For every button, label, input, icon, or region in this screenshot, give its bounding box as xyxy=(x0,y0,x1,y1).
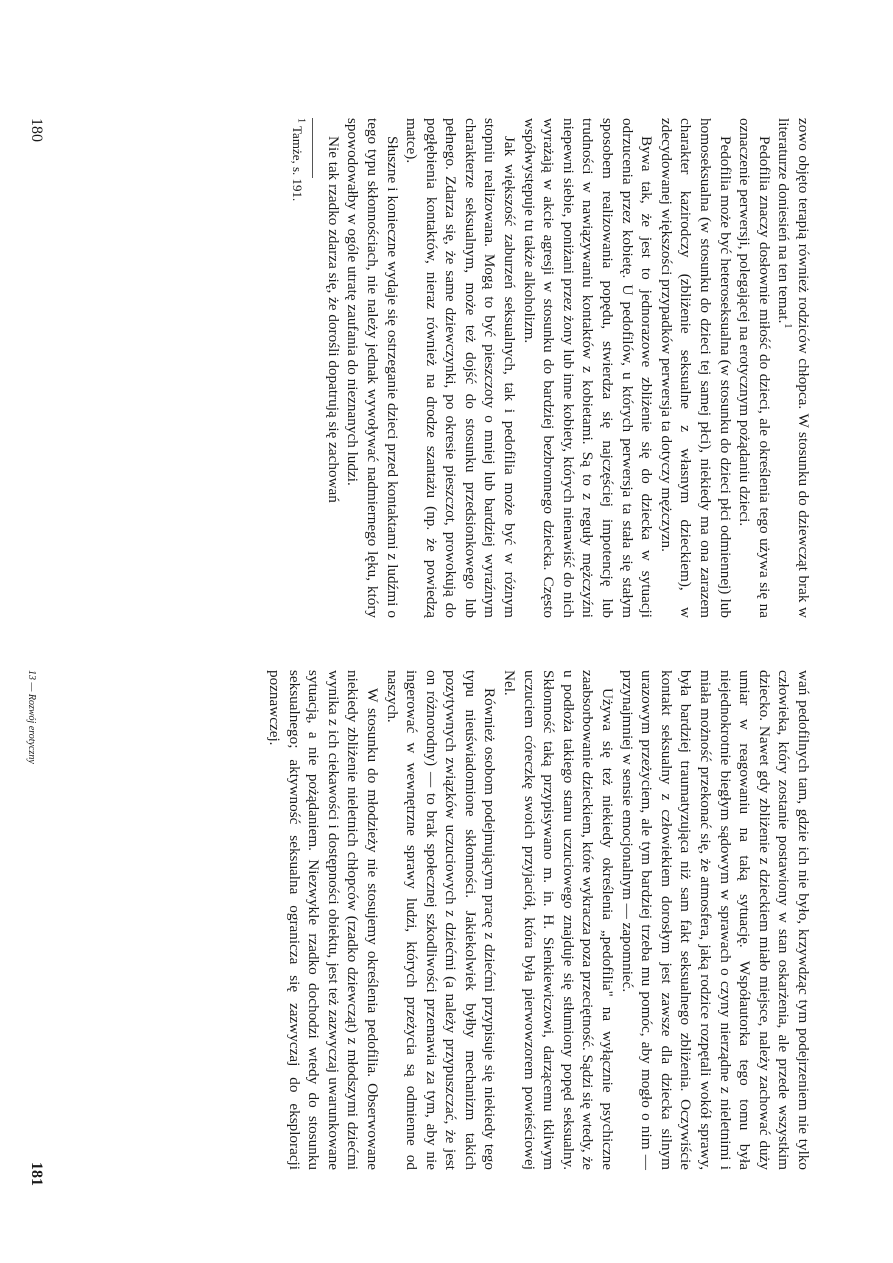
paragraph: wań pedofilnych tam, gdzie ich nie było, krzywdząc tym podejrzeniem nie tylko człowieka, który zostanie postawiony w stan oskarżenia, ale przede wszystkim dziecko. Nawet gdy zbliżenie z dzieckiem miało miejsce, należy zachować duży umiar w reagowaniu na taką sytuację. Współautorka tego tomu była niejednokrotnie biegłym sądowym w sprawach o czyny nierządne z nieletnimi i miała możność przekonać się, że atmosfera, jaką rodzice rozpętali wokół sprawy, była bardziej traumatyzująca niż sam fakt seksualnego zbliżenia. Oczywiście kontakt seksualny z człowiekiem dorosłym jest zawsze dla dziecka silnym urazowym przeżyciem, ale tym bardziej trzeba mu pomóc, aby mogło o nim — przynajmniej w sensie emocjonalnym — zapomnieć. xyxy=(618,670,812,1170)
printer-signature: 13 — Rozwój erotyczny xyxy=(26,670,37,764)
paragraph: Słuszne i konieczne wydaje się ostrzeganie dzieci przed kontaktami z ludźmi o tego typu skłonnościach, nie należy jednak wywoływać nadmiernego lęku, który spowodowałby w ogóle utratę zaufania do nieznanych ludzi. xyxy=(344,118,401,618)
footnote: $^1$ Tamże, s. 191. xyxy=(290,118,307,202)
paragraph: Jak większość zaburzeń seksualnych, tak i pedofilia może być w różnym stopniu realizowana. Mogą to być pieszczoty o mniej lub bardziej wyraźnym charakterze seksualnym, może też dojść do stosunku przedsionkowego lub pełnego. Zdarza się, że same dziewczynki, po okresie pieszczot, prowokują do pogłębienia kontaktów, nieraz również na drodze szantażu (np. że powiedzą matce). xyxy=(403,118,519,618)
footnote-rule xyxy=(312,118,313,178)
footnote-marker: 1 xyxy=(782,323,794,329)
paragraph: Pedofilia może być heteroseksualna (w stosunku do dzieci płci odmiennej) lub homoseksualna (w stosunku do dzieci tej samej płci), niekiedy ma ona zarazem charakter kazirodczy (zbliżenie seksualne z własnym dzieckiem), w zdecydowanej większości przypadków perwersja ta dotyczy mężczyzn. xyxy=(657,118,734,618)
left-page-text xyxy=(289,118,813,618)
paragraph: Również osobom podejmującym pracę z dziećmi przypisuje się niekiedy tego typu nieuświadomione skłonności. Jakiekolwiek byłby mechanizm takich pozytywnych związków uczuciowych z dziećmi (a należy przypuszczać, że jest on różnorodny) — to brak społecznej szkodliwości przemawia za tym, aby nie ingerować w wewnętrzne sprawy ludzi, których przeżycia są odmienne od naszych. xyxy=(383,670,499,1170)
paragraph: zowo objęto terapią również rodziców chłopca. W stosunku do dziewcząt brak w literaturze doniesień na ten temat.$^1$ xyxy=(775,118,812,618)
paragraph: Nie tak rzadko zdarza się, że dorośli dopatrują się zachowań xyxy=(324,136,342,503)
page-number-right: 181 xyxy=(28,1162,45,1186)
paragraph: Pedofilia znaczy dosłownie miłość do dzieci, ale określenia tego używa się na oznaczenie perwersji, polegającej na erotycznym pożądaniu dzieci. xyxy=(736,118,773,618)
paragraph: Używa się też niekiedy określenia „pedofilia" na wyłącznie psychiczne zaabsorbowanie dzieckiem, które wykracza poza przeciętność. Sądzi się wtedy, że u podłoża takiego stanu uczuciowego znajduje się stłumiony popęd seksualny. Skłonność taką przypisywano m. in. H. Sienkiewiczowi, darzącemu tkliwym uczuciem córeczkę swoich przyjaciół, która była pierwowzorem powieściowej Nel. xyxy=(501,670,617,1170)
page-number-left: 180 xyxy=(28,118,45,142)
paragraph: W stosunku do młodzieży nie stosujemy określenia pedofilia. Obserwowane niekiedy zbliżenie nieletnich chłopców (rzadko dziewcząt) z młodszymi dziećmi wynika z ich ciekawości i dostępności obiektu, jest też zazwyczaj uwarunkowane sytuacją, a nie pożądaniem. Niezwykle rzadko dochodzi wtedy do stosunku seksualnego; aktywność seksualna ogranicza się zazwyczaj do eksploracji poznawczej. xyxy=(265,670,381,1170)
paragraph: Bywa tak, że jest to jednorazowe zbliżenie się do dziecka w sytuacji odrzucenia przez kobietę. U pedofilów, u których perwersja ta stała się stałym sposobem realizowania popędu, stwierdza się najczęściej impotencję lub trudności w nawiązywaniu kontaktów z kobietami. Są to z reguły mężczyźni niepewni siebie, poniżani przez żony lub inne kobiety, których nienawiść do nich wyrażają w akcie agresji w stosunku do bardziej bezbronnego dziecka. Często współwystępuje tu także alkoholizm. xyxy=(520,118,656,618)
right-page-text xyxy=(264,670,813,1170)
